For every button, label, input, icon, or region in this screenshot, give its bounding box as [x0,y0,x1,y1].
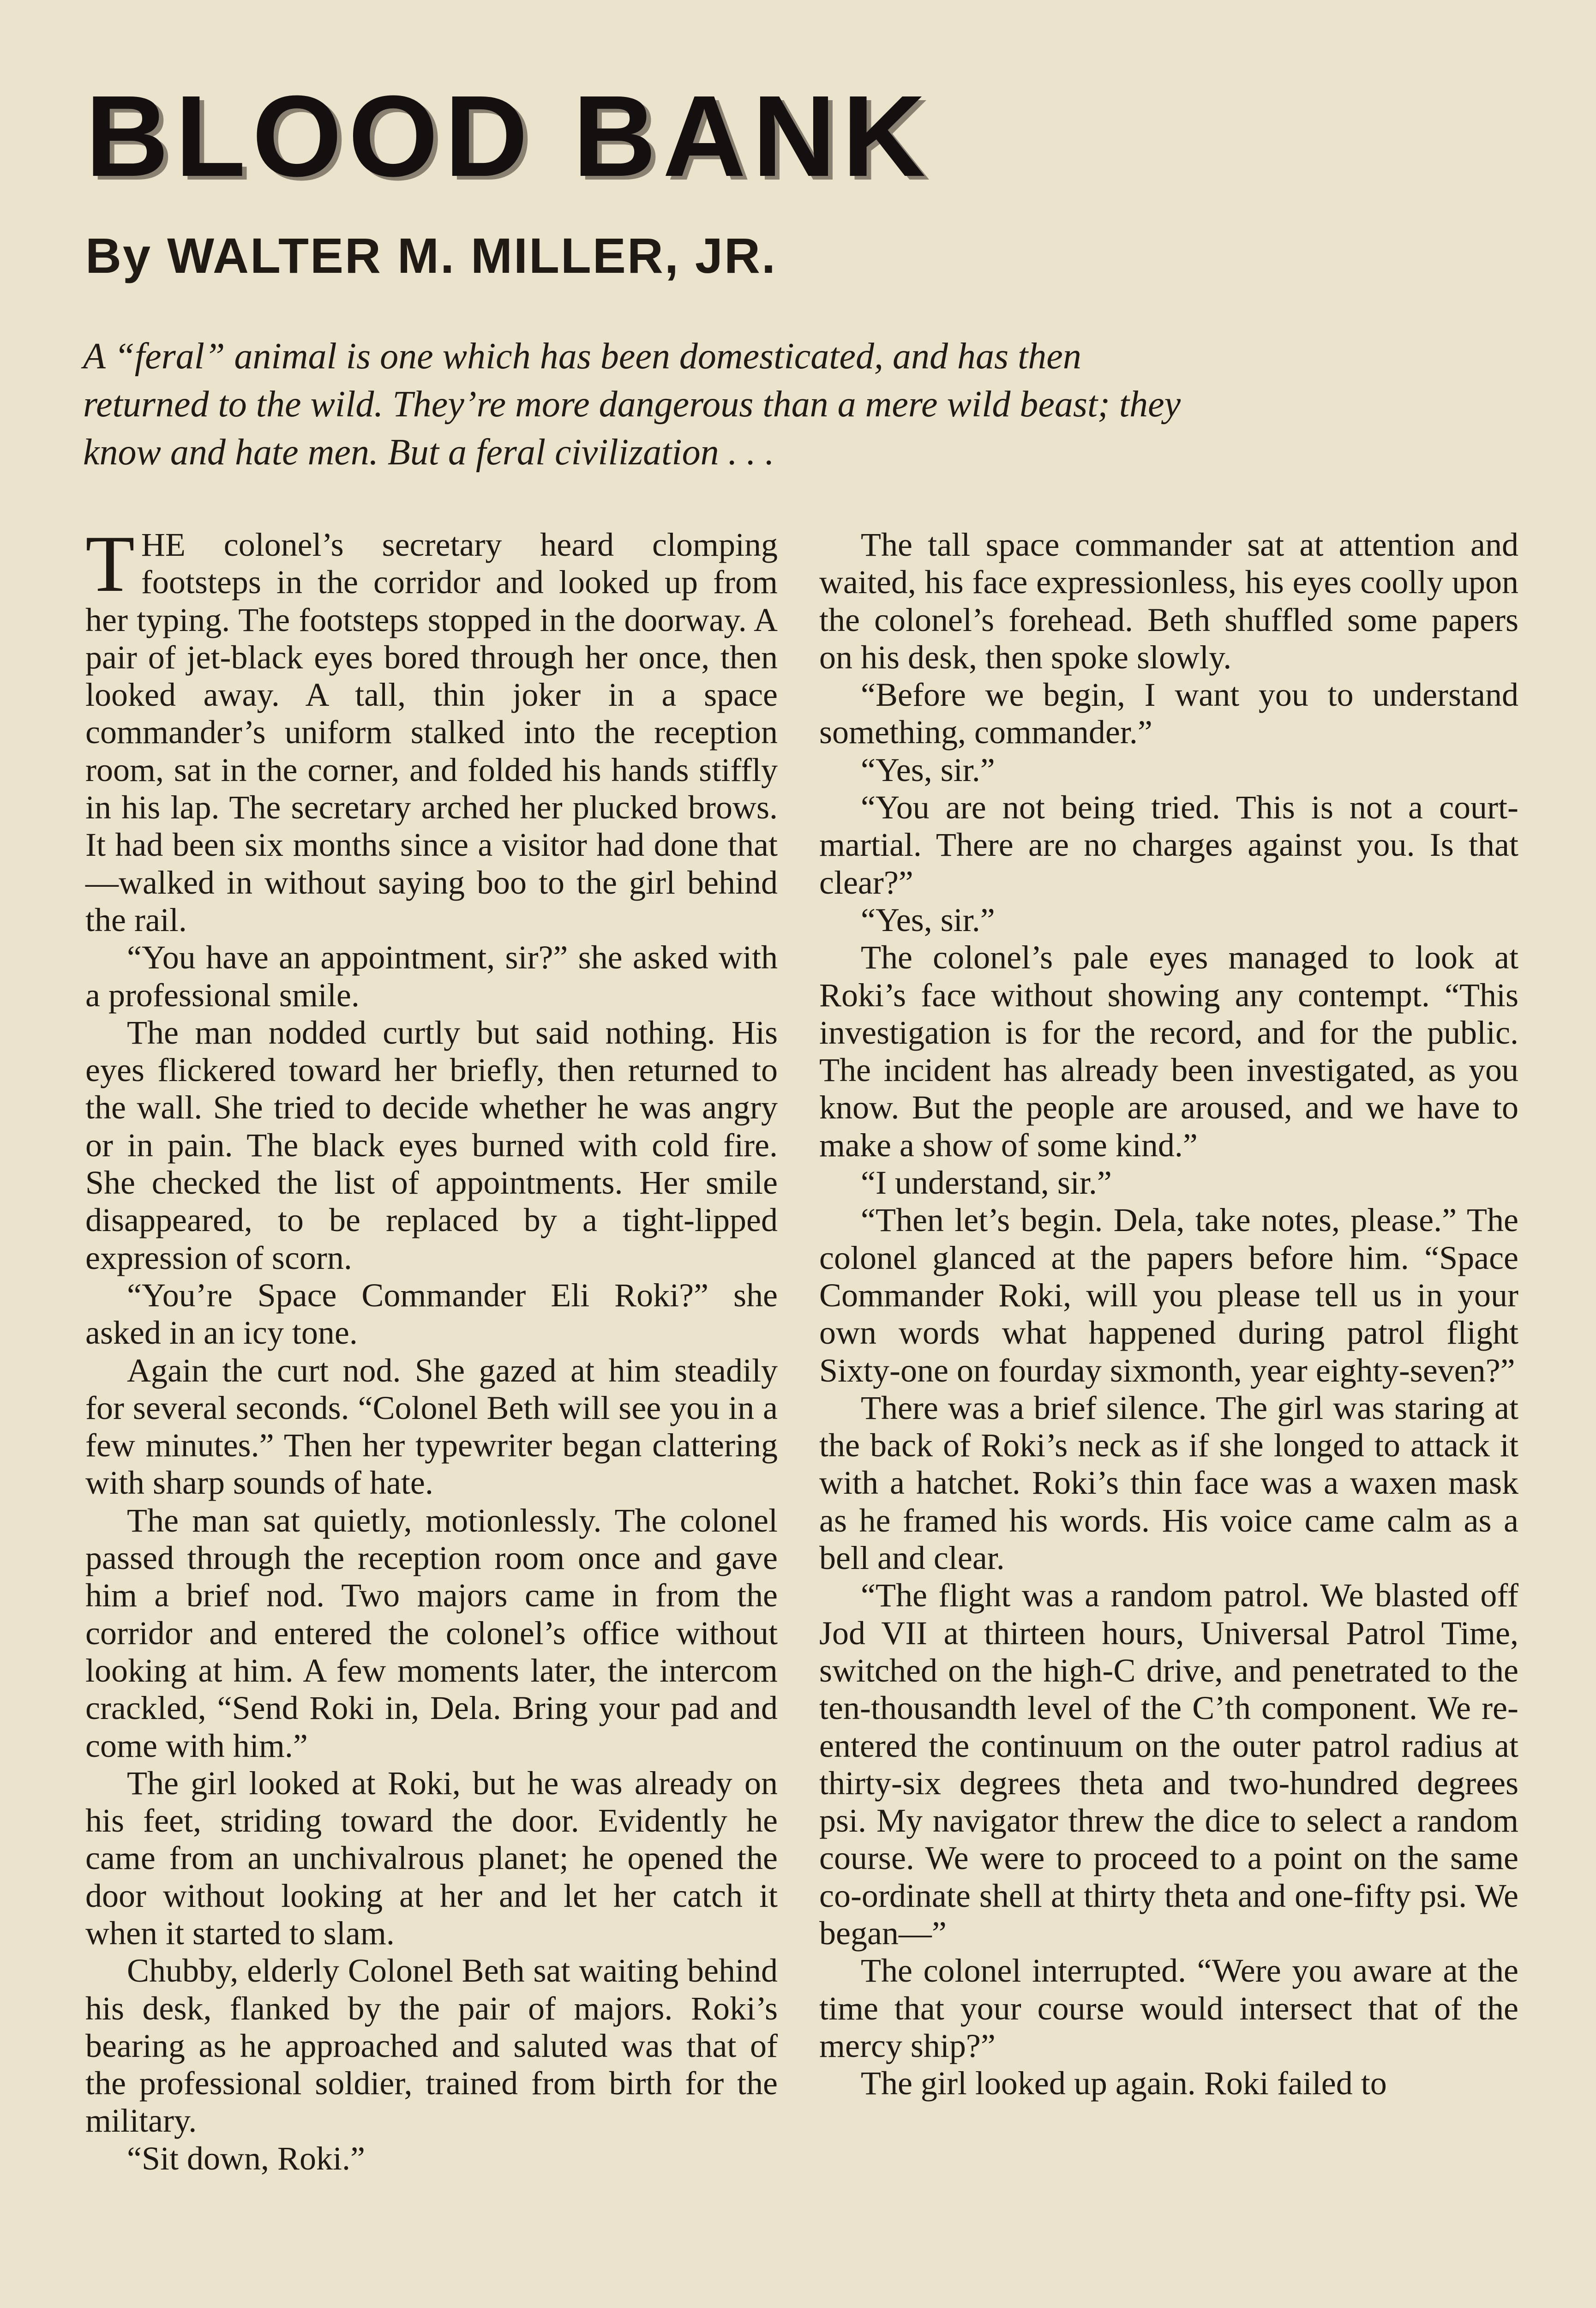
paragraph: “Sit down, Roki.” [127,2140,365,2177]
paragraph: “The flight was a random patrol. We blasted off Jod VII at thirteen hours, Universal Patrol Time, switched on the high-C drive, and penetrated to the ten-thousandth level of the C’th component. We re-entered the continuum on the outer patrol radius at thirty-six degrees theta and two-hundred degrees psi. My navigator threw the dice to select a random course. We were to proceed to a point on the same co-ordinate shell at thirty theta and one-fifty psi. We began—” [819,1577,1518,1952]
paragraph: The tall space commander sat at attention and waited, his face expressionless, his eyes coolly upon the colonel’s forehead. Beth shuffled some papers on his desk, then spoke slowly. [819,526,1518,676]
paragraph: The girl looked up again. Roki failed to [861,2065,1387,2102]
paragraph [85,519,778,939]
paragraph: “Then let’s begin. Dela, take notes, please.” The colonel glanced at the papers before him. “Space Commander Roki, will you please tell us in your own words what happened during patrol flight Sixty-one on fourday sixmonth, year eighty-seven?” [819,1202,1518,1389]
paragraph: There was a brief silence. The girl was staring at the back of Roki’s neck as if she longed to attack it with a hatchet. Roki’s thin face was a waxen mask as he framed his words. His voice came calm as a bell and clear. [819,1389,1518,1577]
paragraph: “Yes, sir.” [861,751,995,788]
paragraph: The colonel’s pale eyes managed to look at Roki’s face without showing any contempt. “This investigation is for the record, and for the public. The incident has already been investigated, as you know. But the people are aroused, and we have to make a show of some kind.” [819,939,1518,1164]
drop-cap: T [85,519,135,608]
paragraph: Again the curt nod. She gazed at him steadily for several seconds. “Colonel Beth will see you in a few minutes.” Then her typewriter began clattering with sharp sounds of hate. [85,1352,778,1502]
left-text-column [85,519,778,2177]
paragraph: “I understand, sir.” [861,1164,1112,1202]
paragraph: “Before we begin, I want you to understand something, commander.” [819,676,1518,751]
author-byline: By WALTER M. MILLER, JR. [85,228,777,283]
paragraph: “You’re Space Commander Eli Roki?” she asked in an icy tone. [85,1276,778,1352]
paragraph: The girl looked at Roki, but he was already on his feet, striding toward the door. Evidently he came from an unchivalrous planet; he opened the door without looking at her and let her catch it when it started to slam. [85,1764,778,1952]
story-intro-blurb: A “feral” animal is one which has been domesticated, and has then returned to the wild. They’re more dangerous than a mere wild beast; they know and hate men. But a feral civilization . . . [83,336,1181,473]
paragraph: “You have an appointment, sir?” she asked with a professional smile. [85,939,778,1014]
story-title: BLOOD BANK [85,72,932,200]
paragraph: “You are not being tried. This is not a court-martial. There are no charges against you. Is that clear?” [819,789,1518,901]
paragraph: The man sat quietly, motionlessly. The colonel passed through the reception room once and gave him a brief nod. Two majors came in from the corridor and entered the colonel’s office without looking at him. A few moments later, the intercom crackled, “Send Roki in, Dela. Bring your pad and come with him.” [85,1502,778,1764]
right-text-column [819,526,1518,2102]
paragraph: Chubby, elderly Colonel Beth sat waiting behind his desk, flanked by the pair of majors. Roki’s bearing as he approached and saluted was that of the professional soldier, trained from birth for the military. [85,1952,778,2140]
paragraph: “Yes, sir.” [861,901,995,938]
paragraph: The man nodded curtly but said nothing. His eyes flickered toward her briefly, then returned to the wall. She tried to decide whether he was angry or in pain. The black eyes burned with cold fire. She checked the list of appointments. Her smile disappeared, to be replaced by a tight-lipped expression of scorn. [85,1014,778,1276]
paragraph-text: HE colonel’s secretary heard clomping footsteps in the corridor and looked up from her typing. The footsteps stopped in the doorway. A pair of jet-black eyes bored through her once, then looked away. A tall, thin joker in a space commander’s uniform stalked into the reception room, sat in the corner, and folded his hands stiffly in his lap. The secretary arched her plucked brows. It had been six months since a visitor had done that—walked in without saying boo to the girl behind the rail. [85,526,778,938]
paragraph: The colonel interrupted. “Were you aware at the time that your course would intersect that of the mercy ship?” [819,1952,1518,2064]
